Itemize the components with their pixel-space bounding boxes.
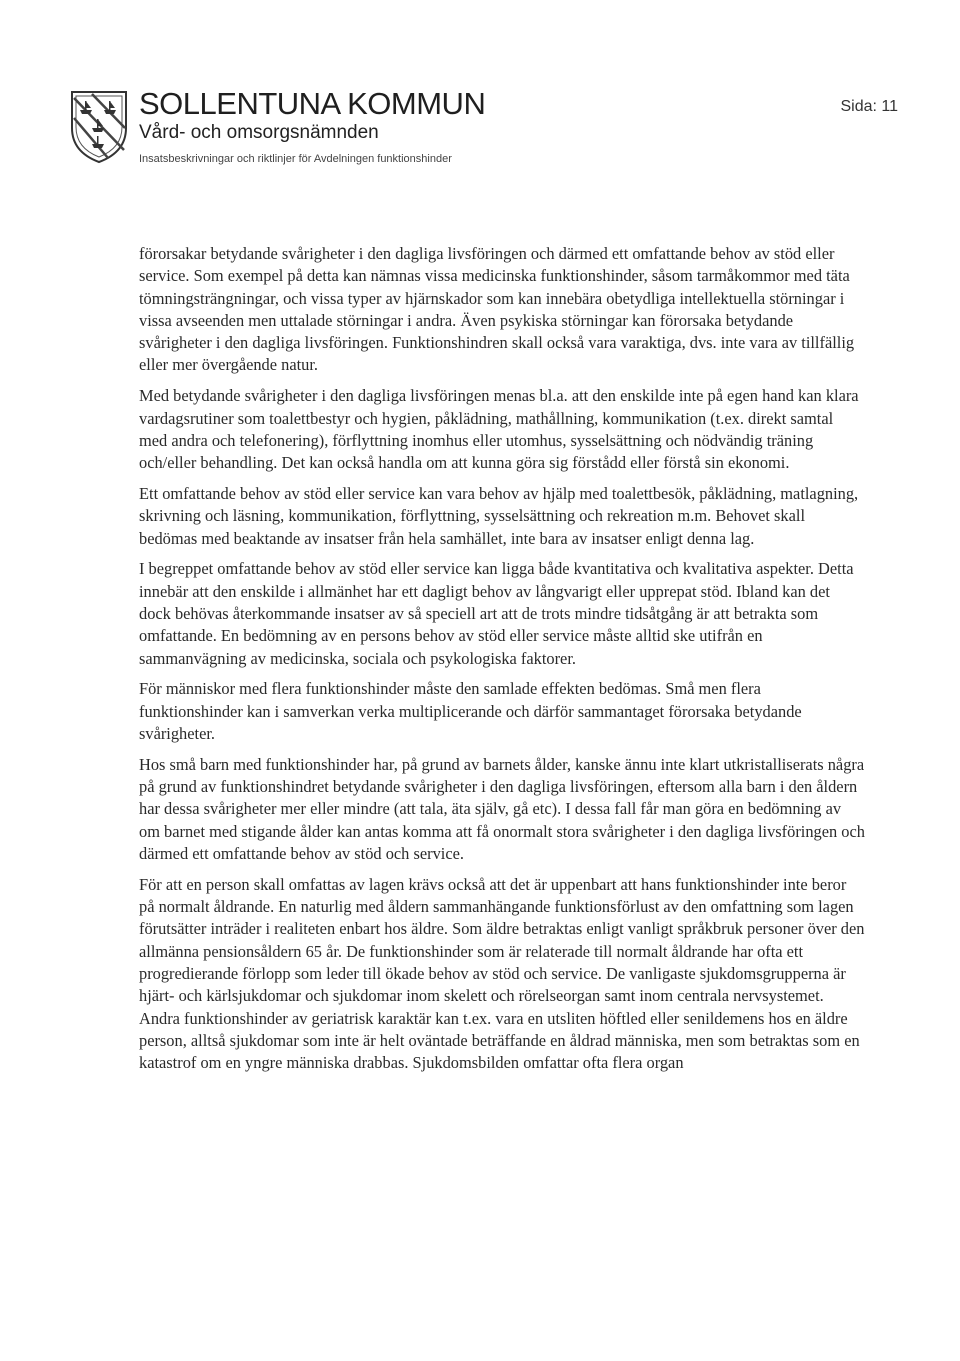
page-number: Sida: 11	[840, 98, 898, 115]
municipal-crest-icon	[68, 88, 130, 164]
board-name: Vård- och omsorgsnämnden	[139, 122, 379, 143]
paragraph: Med betydande svårigheter i den dagliga livsföringen menas bl.a. att den enskilde inte på egen hand kan klara vardagsrutiner som toalettbestyr och hygien, påklädning, mathållning, kommunikation (t.ex. direkt samtal med andra och telefonering), förflyttning inomhus eller utomhus, sysselsättning och nödvändig träning och/eller behandling. Det kan också handla om att kunna göra sig förstådd eller förstå sin ekonomi.	[139, 386, 859, 473]
paragraph: förorsakar betydande svårigheter i den dagliga livsföringen och därmed ett omfattande behov av stöd eller service. Som exempel på detta kan nämnas vissa medicinska funktionshinder, såsom tarmåkommor med täta tömningsträngningar, och vissa typer av hjärnskador som kan innebära obetydliga intellektuella störningar i vissa avseenden men uttalade störningar i andra. Även psykiska störningar kan förorsaka betydande svårigheter i den dagliga livsföringen. Funktionshindren skall också vara varaktiga, dvs. inte vara av tillfällig eller mer övergående natur.	[139, 244, 855, 375]
paragraph: Ett omfattande behov av stöd eller service kan vara behov av hjälp med toalettbesök, påklädning, matlagning, skrivning och läsning, kommunikation, förflyttning, sysselsättning och rekreation m.m. Behovet skall bedömas med beaktande av insatser från hela samhället, inte bara av insatser enligt denna lag.	[139, 483, 859, 548]
document-subtitle: Insatsbeskrivningar och riktlinjer för Avdelningen funktionshinder	[139, 153, 452, 165]
paragraph: Hos små barn med funktionshinder har, på grund av barnets ålder, kanske ännu inte klart utkristalliserats några på grund av funktionshindret betydande svårigheter i den dagliga livsföringen, eftersom alla barn i den åldern har dessa svårigheter mer eller mindre (att tala, äta själv, gå etc). I dessa fall får man göra en bedömning av om barnet med stigande ålder kan antas komma att få onormalt stora svårigheter i den dagliga livsföringen och därmed ett omfattande behov av stöd och service.	[139, 754, 865, 863]
document-body	[139, 243, 865, 1083]
organization-name: SOLLENTUNA KOMMUN	[139, 86, 486, 121]
paragraph: För att en person skall omfattas av lagen krävs också att det är uppenbart att hans funktionshinder inte beror på normalt åldrande. En naturlig med åldern sammanhängande funktionsförlust av den omfattning som lagen förutsätter inträder i realiteten enbart hos äldre. Som äldre betraktas enligt vanligt språkbruk personer över den allmänna pensionsåldern 65 år. De funktionshinder som är relaterade till normalt åldrande har ofta ett progredierande förlopp som leder till ökade behov av stöd och service. De vanligaste sjukdomsgrupperna är hjärt- och kärlsjukdomar och sjukdomar inom skelett och rörelseorgan samt inom centrala nervsystemet. Andra funktionshinder av geriatrisk karaktär kan t.ex. vara en utsliten höftled eller senildemens hos en äldre person, alltså sjukdomar som inte är helt oväntade beträffande en åldrad människa, men som betraktas som en katastrof om en yngre människa drabbas. Sjukdomsbilden omfattar ofta flera organ	[139, 874, 865, 1073]
page-header	[68, 84, 898, 174]
paragraph: I begreppet omfattande behov av stöd eller service kan ligga både kvantitativa och kvalitativa aspekter. Detta innebär att den enskilde i allmänhet har ett dagligt behov av långvarigt eller upprepat stöd. Ibland kan det dock behövas återkommande insatser av så speciell art att de trots mindre tidsåtgång är att betrakta som omfattande. En bedömning av en persons behov av stöd eller service måste alltid ske utifrån en sammanvägning av medicinska, sociala och psykologiska faktorer.	[139, 559, 854, 668]
paragraph: För människor med flera funktionshinder måste den samlade effekten bedömas. Små men flera funktionshinder kan i samverkan verka multiplicerande och därför sammantaget förorsaka betydande svårigheter.	[139, 679, 802, 743]
